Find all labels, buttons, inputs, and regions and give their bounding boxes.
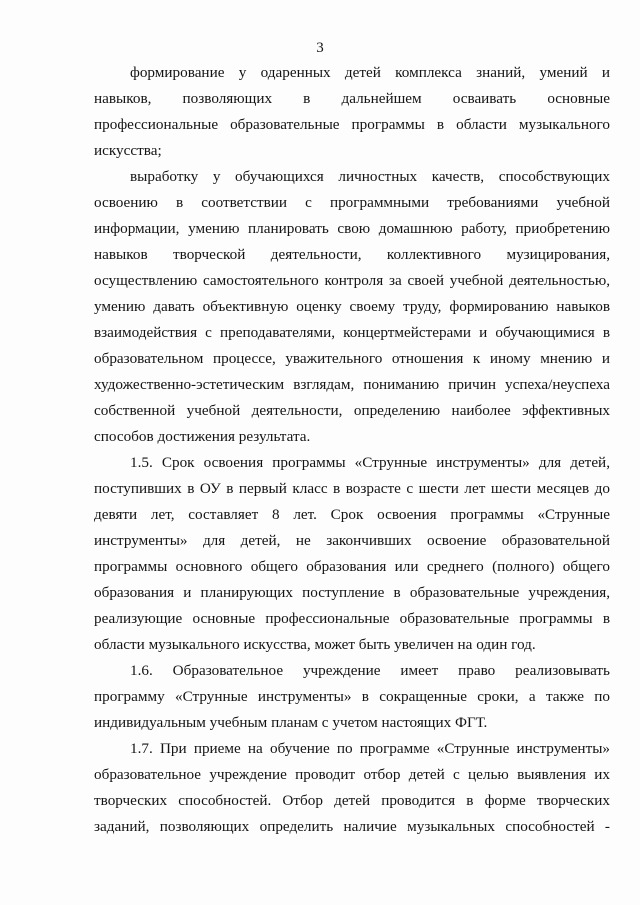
- text-line: способов достижения результата.: [94, 428, 311, 445]
- text-line: заданий, позволяющих определить наличие музыкальных способностей -: [94, 818, 610, 835]
- text-line: творческих способностей. Отбор детей проводится в форме творческих: [94, 792, 610, 809]
- text-line: 1.5. Срок освоения программы «Струнные инструменты» для детей,: [130, 454, 610, 471]
- text-line: поступивших в ОУ в первый класс в возрасте с шести лет шести месяцев до: [94, 480, 610, 497]
- text-line: выработку у обучающихся личностных качеств, способствующих: [130, 168, 610, 185]
- text-line: программы основного общего образования или среднего (полного) общего: [94, 558, 610, 575]
- text-line: образования и планирующих поступление в образовательные учреждения,: [94, 584, 610, 601]
- text-line: инструменты» для детей, не закончивших освоение образовательной: [94, 532, 610, 549]
- text-line: художественно-эстетическим взглядам, пониманию причин успеха/неуспеха: [94, 376, 610, 393]
- text-line: навыков творческой деятельности, коллективного музицирования,: [94, 246, 610, 263]
- text-line: образовательное учреждение проводит отбор детей с целью выявления их: [94, 766, 610, 783]
- body-text: [94, 60, 610, 840]
- text-line: собственной учебной деятельности, определению наиболее эффективных: [94, 402, 610, 419]
- text-line: информации, умению планировать свою домашнюю работу, приобретению: [94, 220, 610, 237]
- page-number: 3: [316, 40, 324, 56]
- text-line: профессиональные образовательные программы в области музыкального: [94, 116, 610, 133]
- text-line: искусства;: [94, 142, 162, 159]
- text-line: осуществлению самостоятельного контроля за своей учебной деятельностью,: [94, 272, 610, 289]
- text-line: реализующие основные профессиональные образовательные программы в: [94, 610, 610, 627]
- text-line: умению давать объективную оценку своему труду, формированию навыков: [94, 298, 610, 315]
- text-line: области музыкального искусства, может быть увеличен на один год.: [94, 636, 536, 653]
- text-line: 1.6. Образовательное учреждение имеет право реализовывать: [130, 662, 610, 679]
- text-line: формирование у одаренных детей комплекса знаний, умений и: [130, 64, 610, 81]
- text-line: программу «Струнные инструменты» в сокращенные сроки, а также по: [94, 688, 610, 705]
- text-line: освоению в соответствии с программными требованиями учебной: [94, 194, 610, 211]
- text-line: девяти лет, составляет 8 лет. Срок освоения программы «Струнные: [94, 506, 610, 523]
- text-line: взаимодействия с преподавателями, концертмейстерами и обучающимися в: [94, 324, 610, 341]
- text-line: образовательном процессе, уважительного отношения к иному мнению и: [94, 350, 610, 367]
- text-line: 1.7. При приеме на обучение по программе «Струнные инструменты»: [130, 740, 610, 757]
- text-line: индивидуальным учебным планам с учетом настоящих ФГТ.: [94, 714, 488, 731]
- text-line: навыков, позволяющих в дальнейшем осваивать основные: [94, 90, 610, 107]
